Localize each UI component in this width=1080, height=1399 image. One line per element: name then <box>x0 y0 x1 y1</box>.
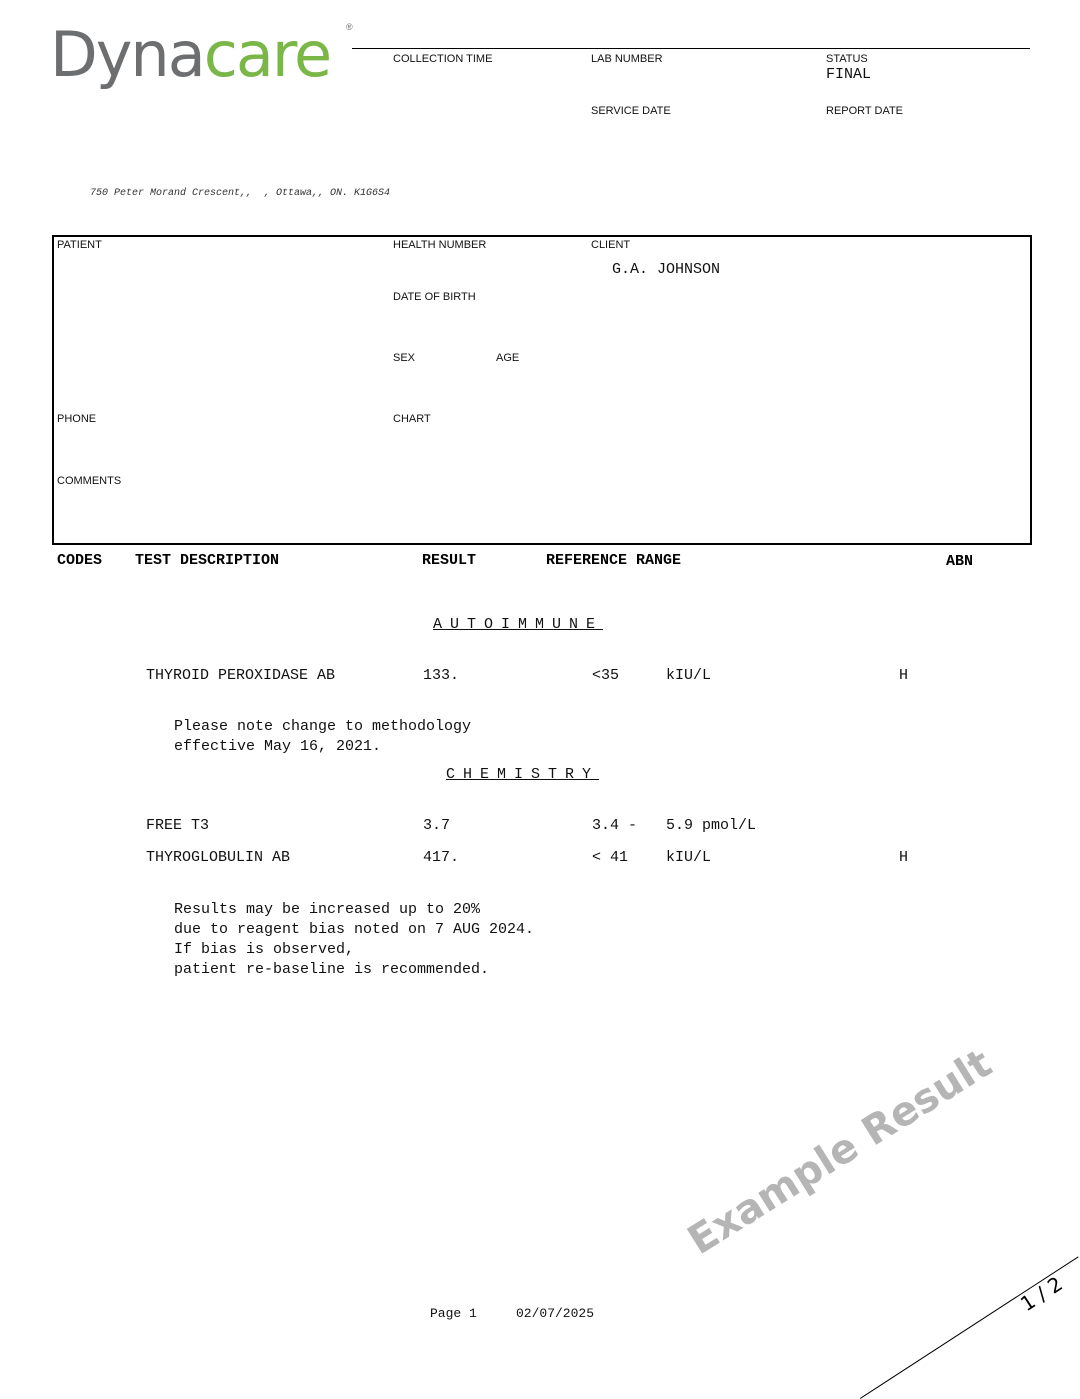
print-date: 02/07/2025 <box>516 1306 595 1321</box>
test-reference-range: <35 <box>592 667 620 684</box>
section-title-autoimmune: AUTOIMMUNE <box>433 616 604 633</box>
logo-text-dyna: Dyna <box>50 18 204 91</box>
column-header-reference-range: REFERENCE RANGE <box>546 552 682 569</box>
section-title-chemistry: CHEMISTRY <box>446 766 600 783</box>
age-label: AGE <box>496 352 520 364</box>
test-units: kIU/L <box>666 849 712 866</box>
dynacare-logo <box>50 18 353 98</box>
client-label: CLIENT <box>591 239 631 251</box>
column-header-test-description: TEST DESCRIPTION <box>135 552 280 569</box>
test-name: THYROID PEROXIDASE AB <box>146 667 336 684</box>
test-result: 133. <box>423 667 460 684</box>
test-units: 5.9 pmol/L <box>666 817 757 834</box>
page-number: Page 1 <box>430 1306 477 1321</box>
note-line: effective May 16, 2021. <box>174 738 382 755</box>
test-result: 3.7 <box>423 817 451 834</box>
patient-label: PATIENT <box>57 239 102 251</box>
abnormal-flag: H <box>899 849 909 866</box>
note-line: patient re-baseline is recommended. <box>174 961 490 978</box>
service-date-label: SERVICE DATE <box>591 105 671 117</box>
note-line: If bias is observed, <box>174 941 355 958</box>
column-header-abn: ABN <box>946 553 974 570</box>
sex-label: SEX <box>393 352 416 364</box>
dob-label: DATE OF BIRTH <box>393 291 476 303</box>
client-value: G.A. JOHNSON <box>612 261 721 278</box>
patient-info-box <box>52 235 1032 545</box>
header-rule <box>352 48 1030 49</box>
report-date-label: REPORT DATE <box>826 105 904 117</box>
column-header-codes: CODES <box>57 552 103 569</box>
test-units: kIU/L <box>666 667 712 684</box>
example-result-watermark: Example Result <box>680 1040 1000 1265</box>
abnormal-flag: H <box>899 667 909 684</box>
test-reference-range: < 41 <box>592 849 629 866</box>
collection-time-label: COLLECTION TIME <box>393 53 493 65</box>
note-line: Please note change to methodology <box>174 718 472 735</box>
chart-label: CHART <box>393 413 431 425</box>
test-result: 417. <box>423 849 460 866</box>
comments-label: COMMENTS <box>57 475 122 487</box>
page-count: 1 / 2 <box>1016 1271 1067 1317</box>
column-header-result: RESULT <box>422 552 477 569</box>
health-number-label: HEALTH NUMBER <box>393 239 487 251</box>
phone-label: PHONE <box>57 413 97 425</box>
logo-registered-mark: ® <box>346 22 353 32</box>
logo-text-care: care <box>203 18 331 91</box>
status-label: STATUS <box>826 53 868 65</box>
note-line: Results may be increased up to 20% <box>174 901 481 918</box>
note-line: due to reagent bias noted on 7 AUG 2024. <box>174 921 535 938</box>
lab-address: 750 Peter Morand Crescent,, , Ottawa,, ON. K1G6S4 <box>90 188 391 199</box>
test-name: THYROGLOBULIN AB <box>146 849 291 866</box>
status-value: FINAL <box>826 66 872 83</box>
test-reference-range: 3.4 - <box>592 817 638 834</box>
test-name: FREE T3 <box>146 817 210 834</box>
lab-number-label: LAB NUMBER <box>591 53 663 65</box>
